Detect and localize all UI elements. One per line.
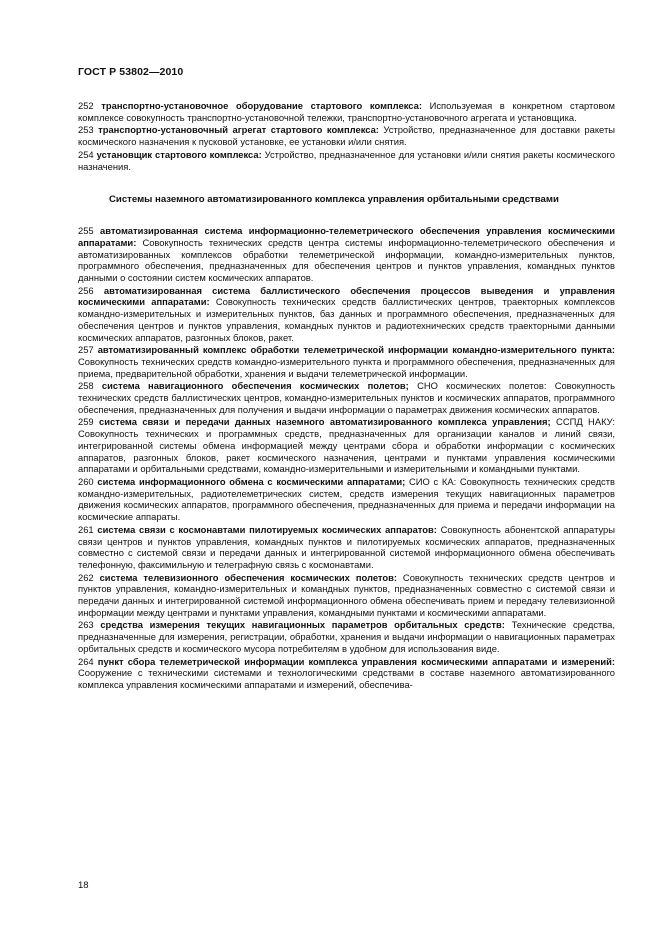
entry-term: средства измерения текущих навигационных параметров орбитальных средств: bbox=[100, 619, 505, 631]
entry-definition: Совокупность технических средств командно-измерительного пункта и программного обеспечения, предназначенных для приема, предварительной обработки, хранения и выдачи телеметрической информации. bbox=[78, 355, 615, 379]
entry-number: 264 bbox=[78, 655, 94, 667]
term-entry-260 bbox=[78, 476, 615, 523]
entry-definition: Используемая в конкретном стартовом комплексе совокупность транспортно-установочной тележки, транспортно-установочного агрегата и установщика. bbox=[78, 100, 615, 123]
term-entry-263 bbox=[78, 619, 615, 654]
entry-number: 259 bbox=[78, 416, 94, 428]
term-entry-262 bbox=[78, 572, 615, 619]
entry-term: система навигационного обеспечения космических полетов; bbox=[101, 380, 409, 392]
term-entry-253 bbox=[78, 124, 615, 147]
section-title: Системы наземного автоматизированного комплекса управления орбитальными средствами bbox=[109, 194, 559, 206]
entry-number: 255 bbox=[78, 225, 94, 237]
entry-definition: Совокупность технических средств центра системы информационно-телеметрического обеспечения и автоматизированных комплексов обработки телеметрической информации, командно-измерительных пунктов, программного обеспечения, предназначенных для обеспечения центров и пунктов управления, командных пунктов данными о состоянии систем космических аппаратов. bbox=[78, 236, 615, 284]
entry-definition: Технические средства, предназначенные для измерения, регистрации, обработки, хранения и выдачи информации о навигационных параметрах орбитальных средств и космического мусора потребителям в удобном для использования виде. bbox=[78, 619, 615, 654]
entry-term: система телевизионного обеспечения космических полетов: bbox=[99, 571, 397, 583]
term-entry-254 bbox=[78, 149, 615, 172]
entry-definition: Совокупность технических средств баллистических центров, траекторных комплексов командно-измерительных и измерительных пунктов, баз данных и программного обеспечения, предназначенных для обеспечения центров и пунктов управления, командных пунктов и радиотехнических средств траекторными данными космических аппаратов, разгонных блоков, ракет. bbox=[78, 296, 615, 343]
entries-before bbox=[78, 100, 615, 172]
entry-term: автоматизированная система баллистического обеспечения процессов выведения и управления космическими аппаратами: bbox=[78, 284, 615, 308]
entry-term: автоматизированный комплекс обработки телеметрической информации командно-измерительного пункта: bbox=[97, 344, 615, 356]
term-entry-261 bbox=[78, 524, 615, 571]
entry-definition: СИО с КА: Совокупность технических средств командно-измерительных, радиотелеметрических систем, средств измерения текущих навигационных параметров движения космических аппаратов, программного обеспечения, предназначенных для приема и передачи информации на космические аппараты. bbox=[78, 475, 616, 523]
term-entry-256 bbox=[78, 285, 615, 344]
document-header: ГОСТ Р 53802—2010 bbox=[78, 66, 184, 78]
entry-definition: Устройство, предназначенное для установки и/или снятия ракеты космического назначения. bbox=[78, 148, 615, 172]
term-entry-259 bbox=[78, 416, 615, 475]
entry-term: транспортно-установочный агрегат стартового комплекса: bbox=[98, 124, 379, 136]
entry-number: 254 bbox=[78, 148, 94, 160]
entry-number: 253 bbox=[78, 124, 94, 136]
entry-number: 260 bbox=[78, 475, 94, 487]
entry-definition: Устройство, предназначенное для доставки ракеты космического назначения к пусковой установке, ее установки и/или снятия. bbox=[78, 124, 615, 148]
term-entry-264 bbox=[78, 656, 615, 691]
entry-definition: Совокупность абонентской аппаратуры связи центров и пунктов управления, командных пунктов и пилотируемых космических аппаратов, предназначенных совместно с системой связи и передачи данных и интегрированной системой информационного обмена обеспечивать телефонную, факсимильную и телеграфную связь с космонавтами. bbox=[78, 523, 615, 570]
entry-term: система информационного обмена с космическими аппаратами; bbox=[97, 475, 406, 487]
entries-after bbox=[78, 225, 615, 690]
entry-term: система связи и передачи данных наземного автоматизированного комплекса управления; bbox=[99, 416, 551, 428]
term-entry-258 bbox=[78, 380, 615, 415]
entry-number: 257 bbox=[78, 344, 94, 356]
document-page bbox=[78, 66, 615, 692]
entry-number: 262 bbox=[78, 571, 94, 583]
term-entry-255 bbox=[78, 225, 615, 284]
term-entry-257 bbox=[78, 344, 615, 379]
entry-definition: СНО космических полетов: Совокупность технических средств баллистических центров, командно-измерительных пунктов и космических аппаратов, программного обеспечения, предназначенных для получения и выдачи информации о параметрах движения космических аппаратов. bbox=[78, 380, 615, 415]
entry-number: 263 bbox=[78, 619, 94, 631]
entry-number: 256 bbox=[78, 284, 94, 296]
entry-definition: ССПД НАКУ: Совокупность технических и программных средств, предназначенных для организации каналов и линий связи, интегрированной системы обмена информацией между центрами сбора и обработки информации с космических аппаратов, разгонных блоков, ракет космического назначения, центрами и пунктами управления космическими аппаратами и орбитальными средствами, командно-измерительными и измерительными и командными пунктами. bbox=[78, 416, 615, 475]
entry-number: 252 bbox=[78, 100, 94, 111]
entry-term: установщик стартового комплекса: bbox=[96, 148, 262, 160]
entry-term: автоматизированная система информационно-телеметрического обеспечения управления космическими аппаратами: bbox=[78, 225, 615, 248]
term-entry-252 bbox=[78, 100, 615, 123]
entry-number: 258 bbox=[78, 380, 94, 392]
entry-definition: Сооружение с техническими системами и технологическими средствами в составе наземного автоматизированного комплекса управления космическими аппаратами и измерений, обеспечива- bbox=[78, 667, 615, 690]
page-number: 18 bbox=[78, 880, 89, 891]
entry-term: пункт сбора телеметрической информации комплекса управления космическими аппаратами и измерений: bbox=[97, 655, 615, 667]
entry-definition: Совокупность технических средств центров и пунктов управления, командно-измерительных и командных пунктов, предназначенных совместно с системой связи и передачи данных и интегрированной системой информационного обмена обеспечивать прием и передачу телевизионной информации между центрами и пунктами управления, командными пунктами и космическими аппаратами. bbox=[78, 571, 615, 618]
entry-term: транспортно-установочное оборудование стартового комплекса: bbox=[101, 100, 422, 111]
entry-term: система связи с космонавтами пилотируемых космических аппаратов: bbox=[97, 523, 437, 535]
entry-number: 261 bbox=[78, 523, 94, 535]
